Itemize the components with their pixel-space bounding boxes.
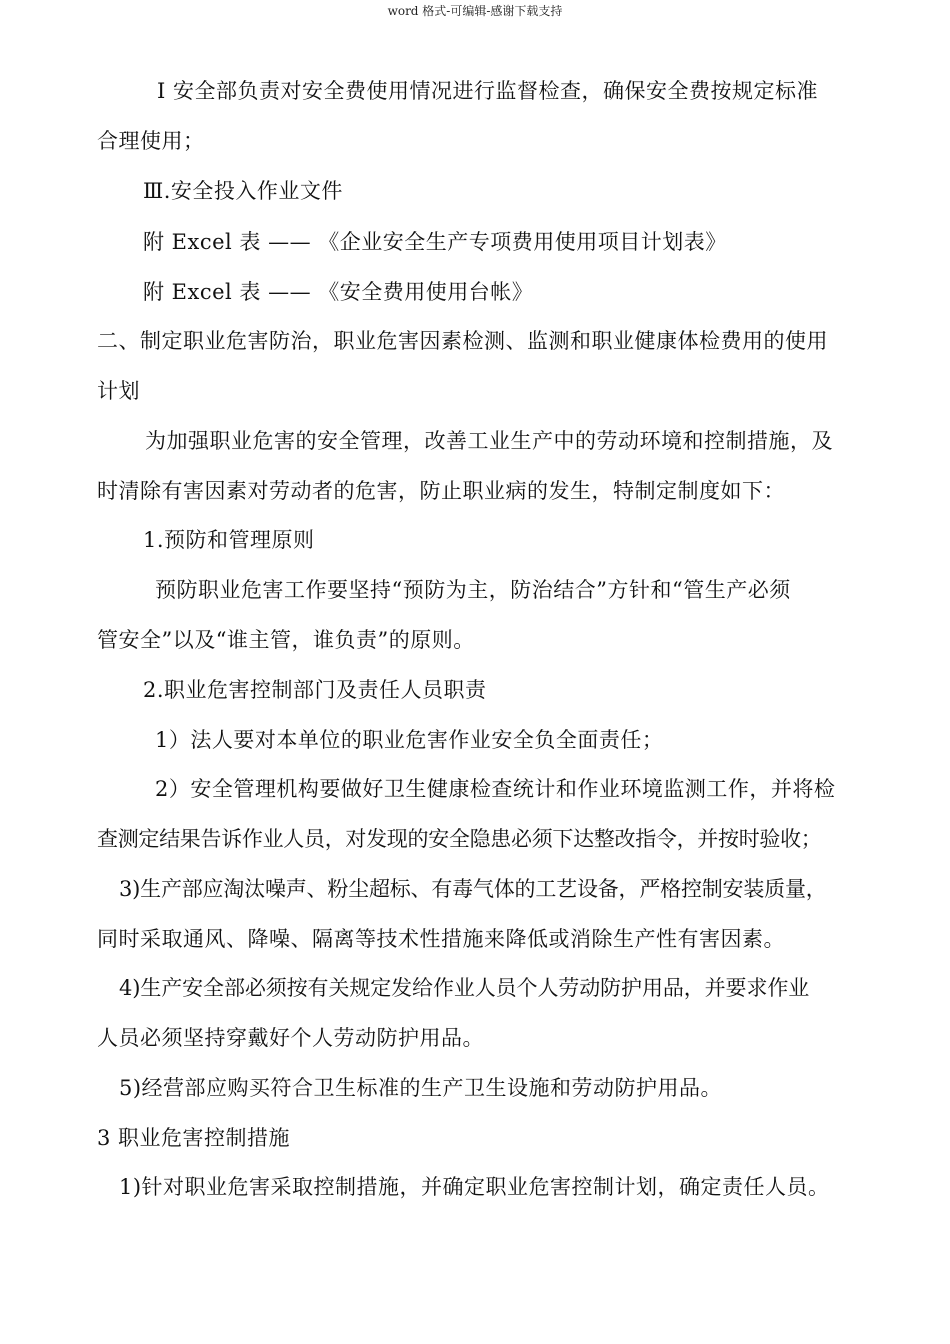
list-item: 5)经营部应购买符合卫生标准的生产卫生设施和劳动防护用品。	[119, 1076, 723, 1100]
list-item: 同时采取通风、降噪、隔离等技术性措施来降低或消除生产性有害因素。	[97, 927, 785, 951]
list-item: 人员必须坚持穿戴好个人劳动防护用品。	[97, 1026, 484, 1050]
attachment-line: 附 Excel 表 —— 《企业安全生产专项费用使用项目计划表》	[143, 230, 727, 254]
list-item: 2）安全管理机构要做好卫生健康检查统计和作业环境监测工作，并将检	[155, 777, 836, 801]
section-heading: 3 职业危害控制措施	[97, 1126, 291, 1150]
section-heading: 二、制定职业危害防治，职业危害因素检测、监测和职业健康体检费用的使用	[97, 329, 828, 353]
subheading: 2.职业危害控制部门及责任人员职责	[143, 678, 487, 702]
list-item: 4)生产安全部必须按有关规定发给作业人员个人劳动防护用品，并要求作业	[119, 976, 810, 1000]
section-heading: 计划	[97, 379, 140, 403]
text-line: 为加强职业危害的安全管理，改善工业生产中的劳动环境和控制措施，及	[145, 429, 833, 453]
list-item: 查测定结果告诉作业人员，对发现的安全隐患必须下达整改指令，并按时验收；	[97, 827, 822, 851]
text-line: 合理使用；	[97, 129, 205, 153]
text-line: Ⅰ 安全部负责对安全费使用情况进行监督检查，确保安全费按规定标准	[157, 79, 818, 103]
text-line: 预防职业危害工作要坚持“预防为主，防治结合”方针和“管生产必须	[155, 578, 791, 602]
text-line: 管安全”以及“谁主管，谁负责”的原则。	[97, 628, 475, 652]
page-header: word 格式-可编辑-感谢下载支持	[387, 4, 563, 18]
list-item: 3)生产部应淘汰噪声、粉尘超标、有毒气体的工艺设备，严格控制安装质量，	[119, 877, 827, 901]
subheading: 1.预防和管理原则	[143, 528, 315, 552]
text-line: 时清除有害因素对劳动者的危害，防止职业病的发生，特制定制度如下：	[97, 479, 785, 503]
attachment-line: 附 Excel 表 —— 《安全费用使用台帐》	[143, 280, 534, 304]
section-heading: Ⅲ.安全投入作业文件	[143, 179, 343, 203]
list-item: 1）法人要对本单位的职业危害作业安全负全面责任；	[155, 728, 664, 752]
list-item: 1)针对职业危害采取控制措施，并确定职业危害控制计划，确定责任人员。	[119, 1175, 830, 1199]
